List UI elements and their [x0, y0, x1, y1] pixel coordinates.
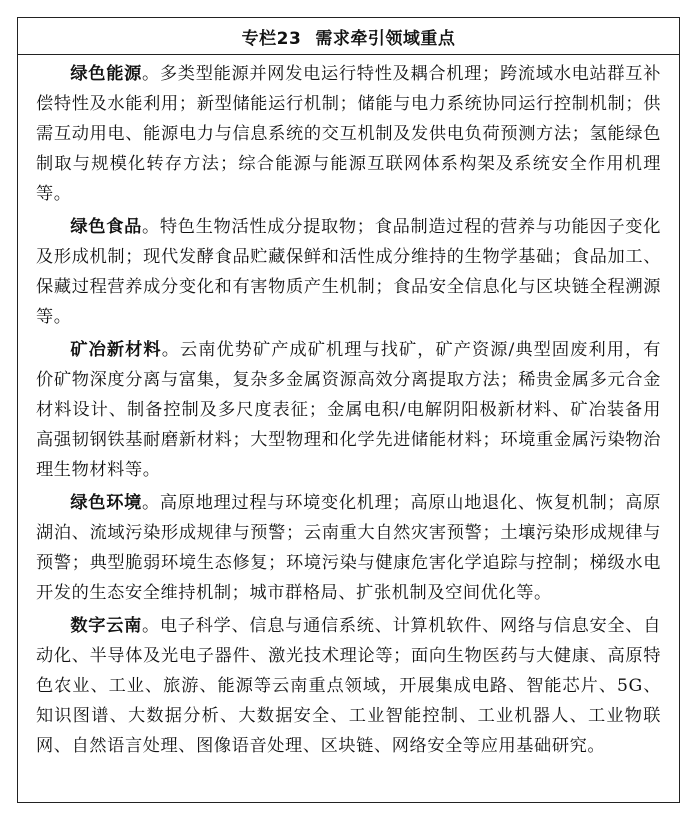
section-body: 。多类型能源并网发电运行特性及耦合机理；跨流域水电站群互补偿特性及水能利用；新型储能运行机制；储能与电力系统协同运行控制机制；供需互动用电、能源电力与信息系统的交互机制及发供电负荷预测方法；氢能绿色制取与规模化转存方法；综合能源与能源互联网体系构架及系统安全作用机理等。: [36, 64, 661, 204]
section-green-energy: [36, 59, 661, 209]
section-body: 。云南优势矿产成矿机理与找矿，矿产资源/典型固废利用，有价矿物深度分离与富集，复杂多金属资源高效分离提取方法；稀贵金属多元合金材料设计、制备控制及多尺度表征；金属电积/电解阴阳极新材料、矿冶装备用高强韧钢铁基耐磨新材料；大型物理和化学先进储能材料；环境重金属污染物治理生物材料等。: [36, 340, 661, 480]
section-term: 绿色环境: [70, 493, 142, 513]
panel-content: [18, 55, 679, 761]
section-mining-materials: [36, 335, 661, 485]
section-body: 。特色生物活性成分提取物；食品制造过程的营养与功能因子变化及形成机制；现代发酵食品贮藏保鲜和活性成分维持的生物学基础；食品加工、保藏过程营养成分变化和有害物质产生机制；食品安全信息化与区块链全程溯源等。: [36, 217, 661, 327]
panel-title: 需求牵引领域重点: [315, 28, 456, 49]
section-term: 绿色食品: [70, 217, 142, 237]
section-green-environment: [36, 488, 661, 608]
panel-number: 专栏23: [241, 28, 302, 49]
section-term: 数字云南: [70, 616, 142, 636]
section-term: 矿冶新材料: [70, 340, 162, 360]
feature-panel: [17, 17, 680, 803]
section-body: 。电子科学、信息与通信系统、计算机软件、网络与信息安全、自动化、半导体及光电子器件、激光技术理论等；面向生物医药与大健康、高原特色农业、工业、旅游、能源等云南重点领域，开展集成电路、智能芯片、5G、知识图谱、大数据分析、大数据安全、工业智能控制、工业机器人、工业物联网、自然语言处理、图像语音处理、区块链、网络安全等应用基础研究。: [36, 616, 661, 756]
panel-header: [18, 18, 679, 55]
section-digital-yunnan: [36, 611, 661, 761]
section-green-food: [36, 212, 661, 332]
section-term: 绿色能源: [70, 64, 142, 84]
section-body: 。高原地理过程与环境变化机理；高原山地退化、恢复机制；高原湖泊、流域污染形成规律与预警；云南重大自然灾害预警；土壤污染形成规律与预警；典型脆弱环境生态修复；环境污染与健康危害化学追踪与控制；梯级水电开发的生态安全维持机制；城市群格局、扩张机制及空间优化等。: [36, 493, 661, 603]
